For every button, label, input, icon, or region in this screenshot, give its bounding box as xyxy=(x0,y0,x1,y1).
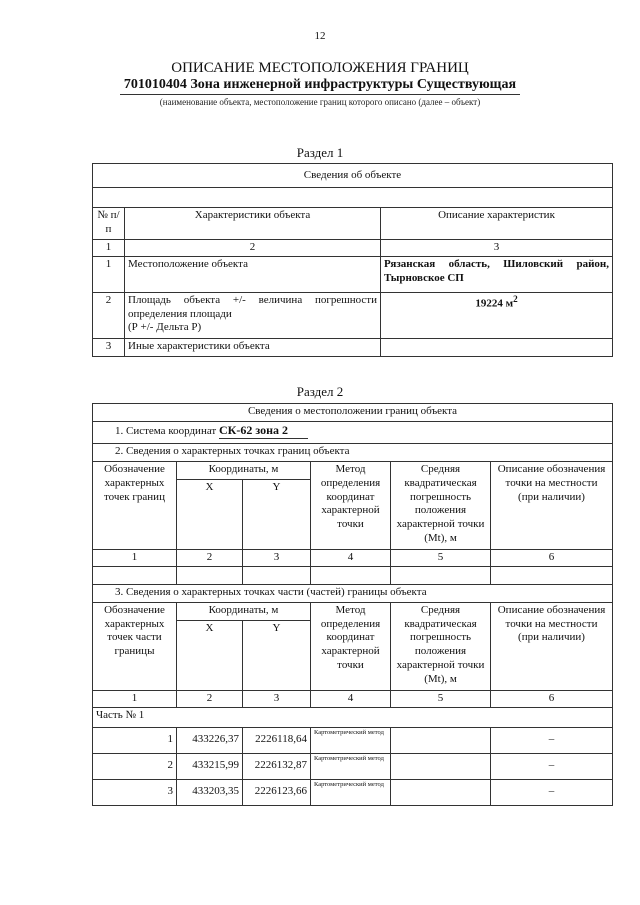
point-num: 2 xyxy=(93,753,177,779)
point-error xyxy=(391,727,491,753)
point-num: 1 xyxy=(93,727,177,753)
row-name: Площадь объекта +/- величина погрешности определения площади xyxy=(128,293,377,320)
col-number: 6 xyxy=(491,690,613,707)
row-value xyxy=(381,338,613,356)
section1-header: Сведения об объекте xyxy=(93,164,613,188)
header-description: Описание обозначения точки на местности (при наличии) xyxy=(491,462,613,550)
empty-cell xyxy=(177,566,243,584)
point-num: 3 xyxy=(93,779,177,805)
header-method: Метод определения координат характерной точки xyxy=(311,602,391,690)
header-x: X xyxy=(177,620,243,690)
subsection2-title: 2. Сведения о характерных точках границ объекта xyxy=(93,444,613,462)
col-number: 1 xyxy=(93,240,125,257)
point-method: Картометрический метод xyxy=(311,779,391,805)
row-name: Иные характеристики объекта xyxy=(125,338,381,356)
header-designation: Обозначение характерных точек границ xyxy=(93,462,177,550)
section2-label: Раздел 2 xyxy=(296,384,344,399)
section1-label: Раздел 1 xyxy=(296,145,344,160)
row-num: 3 xyxy=(93,338,125,356)
row-name: Местоположение объекта xyxy=(125,256,381,292)
part-label: Часть № 1 xyxy=(93,707,613,727)
coord-system-value: СК-62 зона 2 xyxy=(219,423,308,439)
coord-system-label: 1. Система координат xyxy=(115,425,217,437)
subsection3-title: 3. Сведения о характерных точках части (частей) границы объекта xyxy=(93,584,613,602)
col-number: 2 xyxy=(177,690,243,707)
empty-cell xyxy=(93,566,177,584)
section1-spacer xyxy=(93,188,613,208)
row-num: 1 xyxy=(93,256,125,292)
point-x: 433215,99 xyxy=(177,753,243,779)
col-number: 1 xyxy=(93,690,177,707)
col-number: 1 xyxy=(93,550,177,567)
header-error: Средняя квадратическая погрешность положения характерной точки (Mt), м xyxy=(391,602,491,690)
point-y: 2226118,64 xyxy=(243,727,311,753)
point-error xyxy=(391,779,491,805)
header-y: Y xyxy=(243,480,311,550)
header-y: Y xyxy=(243,620,311,690)
object-name: 701010404 Зона инженерной инфраструктуры Существующая xyxy=(123,77,517,92)
title-underline xyxy=(120,94,520,95)
col-header-num: № п/п xyxy=(93,208,125,240)
col-number: 2 xyxy=(177,550,243,567)
point-x: 433226,37 xyxy=(177,727,243,753)
section2-header: Сведения о местоположении границ объекта xyxy=(93,404,613,422)
col-number: 4 xyxy=(311,550,391,567)
row-name-formula: (Р +/- Дельта Р) xyxy=(128,321,202,334)
col-number: 5 xyxy=(391,690,491,707)
col-number: 6 xyxy=(491,550,613,567)
empty-cell xyxy=(311,566,391,584)
col-number: 5 xyxy=(391,550,491,567)
section2-table xyxy=(92,403,613,806)
col-number: 3 xyxy=(381,240,613,257)
object-note: (наименование объекта, местоположение границ которого описано (далее – объект) xyxy=(159,97,481,107)
row-num: 2 xyxy=(93,292,125,338)
coord-system-row xyxy=(93,422,613,444)
empty-cell xyxy=(491,566,613,584)
point-method: Картометрический метод xyxy=(311,727,391,753)
doc-title: ОПИСАНИЕ МЕСТОПОЛОЖЕНИЯ ГРАНИЦ xyxy=(171,60,469,76)
point-error xyxy=(391,753,491,779)
col-header-characteristics: Характеристики объекта xyxy=(125,208,381,240)
page-number: 12 xyxy=(314,30,326,42)
col-header-description: Описание характеристик xyxy=(381,208,613,240)
header-coords: Координаты, м xyxy=(177,602,311,620)
empty-cell xyxy=(391,566,491,584)
point-desc: – xyxy=(491,779,613,805)
row-value-cell xyxy=(381,292,613,338)
header-designation-part: Обозначение характерных точек части границы xyxy=(93,602,177,690)
col-number: 3 xyxy=(243,550,311,567)
header-coords: Координаты, м xyxy=(177,462,311,480)
point-method: Картометрический метод xyxy=(311,753,391,779)
section1-table xyxy=(92,163,613,357)
point-y: 2226132,87 xyxy=(243,753,311,779)
point-y: 2226123,66 xyxy=(243,779,311,805)
point-desc: – xyxy=(491,753,613,779)
row-value-sup: 2 xyxy=(513,293,518,304)
col-number: 4 xyxy=(311,690,391,707)
header-description: Описание обозначения точки на местности (при наличии) xyxy=(491,602,613,690)
row-value: Рязанская область, Шиловский район, Тырновское СП xyxy=(381,256,613,292)
header-error: Средняя квадратическая погрешность положения характерной точки (Mt), м xyxy=(391,462,491,550)
row-name-cell xyxy=(125,292,381,338)
col-number: 3 xyxy=(243,690,311,707)
point-x: 433203,35 xyxy=(177,779,243,805)
header-method: Метод определения координат характерной точки xyxy=(311,462,391,550)
header-x: X xyxy=(177,480,243,550)
empty-cell xyxy=(243,566,311,584)
col-number: 2 xyxy=(125,240,381,257)
row-value: 19224 м xyxy=(475,297,514,310)
point-desc: – xyxy=(491,727,613,753)
